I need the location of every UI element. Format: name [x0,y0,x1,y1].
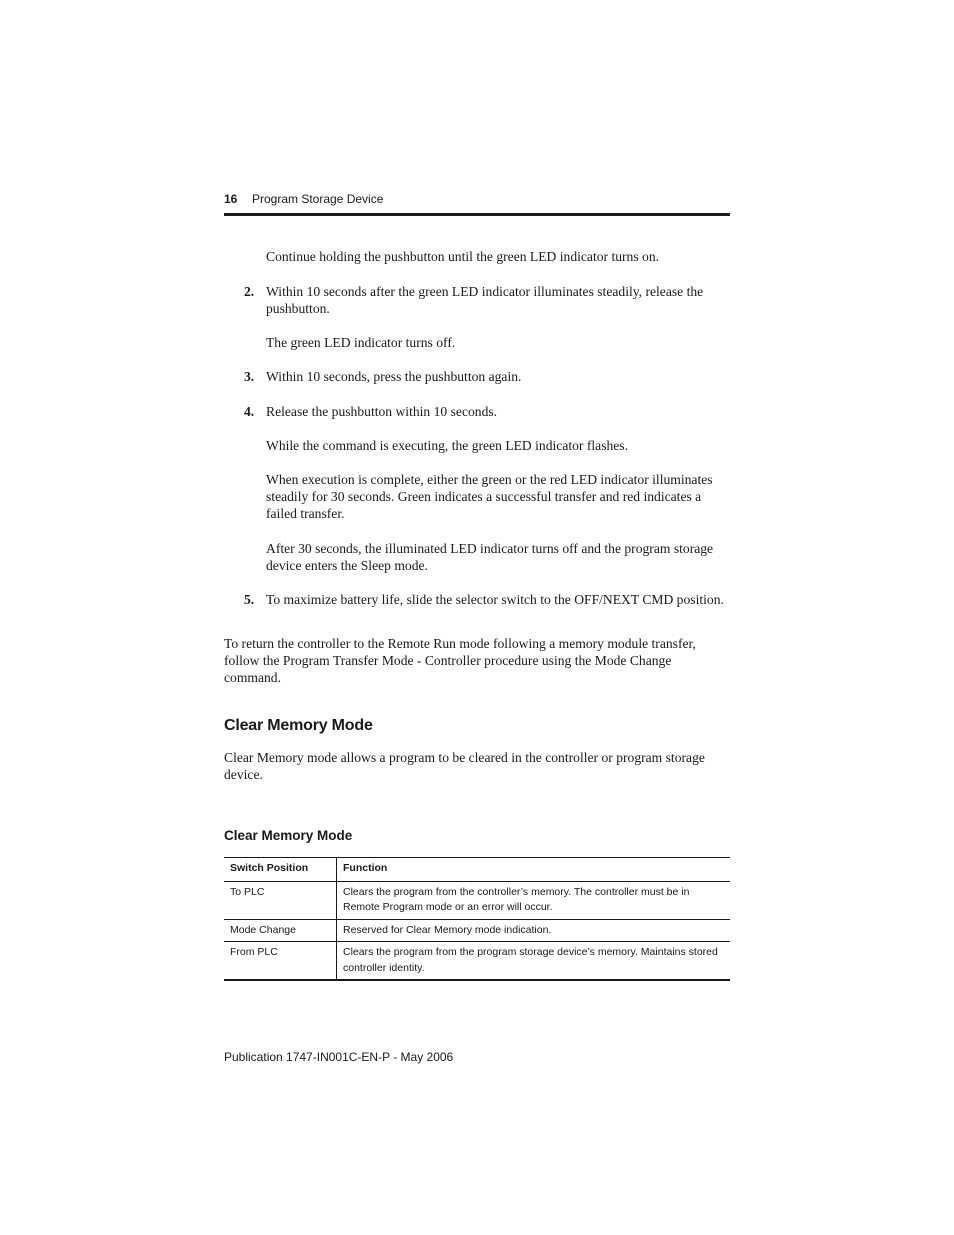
step-note: The green LED indicator turns off. [266,335,456,350]
step-number: 4. [244,404,255,419]
table-row [224,942,730,981]
page-header [224,192,730,216]
table-cell-function: Clears the program from the program storage device’s memory. Maintains stored controller identity. [337,942,731,981]
page-number: 16 [224,192,238,206]
table-cell-switch-position: To PLC [224,881,337,919]
step-number: 2. [244,284,255,299]
table-row [224,881,730,919]
table-cell-function: Reserved for Clear Memory mode indication. [337,919,731,942]
step-number: 5. [244,592,255,607]
table-title: Clear Memory Mode [224,828,353,843]
return-paragraph: To return the controller to the Remote Run mode following a memory module transfer, follow the Program Transfer Mode - Controller procedure using the Mode Change command. [224,636,696,685]
section-body: Clear Memory mode allows a program to be cleared in the controller or program storage device. [224,750,705,782]
table-cell-switch-position: From PLC [224,942,337,981]
step-note: While the command is executing, the green LED indicator flashes. [266,438,628,453]
column-header: Switch Position [224,858,337,882]
step-text: Within 10 seconds, press the pushbutton again. [266,369,522,384]
publication-footer: Publication 1747-IN001C-EN-P - May 2006 [224,1050,454,1064]
column-header: Function [337,858,731,882]
step-text: Within 10 seconds after the green LED indicator illuminates steadily, release the pushbutton. [266,284,704,316]
table-header-row [224,858,730,882]
intro-paragraph: Continue holding the pushbutton until the green LED indicator turns on. [266,249,660,264]
header-rule [224,213,730,216]
clear-memory-table [224,857,730,981]
header-title: Program Storage Device [252,192,384,206]
step-text: Release the pushbutton within 10 seconds. [266,404,498,419]
section-heading: Clear Memory Mode [224,717,373,734]
step-number: 3. [244,369,255,384]
table-row [224,919,730,942]
step-note: When execution is complete, either the green or the red LED indicator illuminates steadily for 30 seconds. Green indicates a successful transfer and red indicates a failed transfer. [266,472,713,521]
step-text: To maximize battery life, slide the selector switch to the OFF/NEXT CMD position. [266,592,724,607]
table-cell-switch-position: Mode Change [224,919,337,942]
step-note: After 30 seconds, the illuminated LED indicator turns off and the program storage device enters the Sleep mode. [266,541,714,573]
table-cell-function: Clears the program from the controller’s memory. The controller must be in Remote Program mode or an error will occur. [337,881,731,919]
